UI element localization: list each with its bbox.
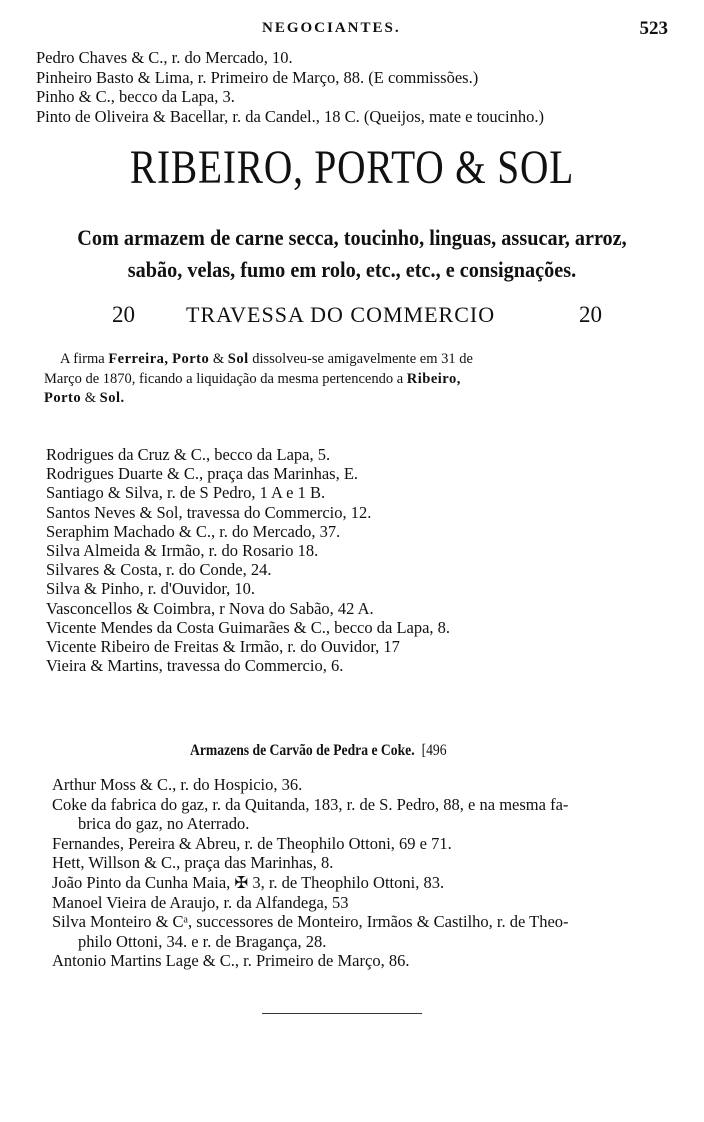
list-item: Silva Almeida & Irmão, r. do Rosario 18.: [46, 541, 319, 561]
dissolution-notice: [44, 350, 670, 409]
merchant-list: [46, 445, 696, 675]
address-number-right: 20: [579, 302, 602, 327]
list-item: Silva & Pinho, r. d'Ouvidor, 10.: [46, 579, 256, 599]
list-item: brica do gaz, no Aterrado.: [78, 814, 250, 834]
advertisement-address: [112, 302, 602, 336]
list-item: Silva Monteiro & Cᵃ, successores de Monteiro, Irmãos & Castilho, r. de Theo-: [52, 912, 569, 932]
list-item: Santos Neves & Sol, travessa do Commercio, 12.: [46, 502, 372, 522]
list-item: Fernandes, Pereira & Abreu, r. de Theophilo Ottoni, 69 e 71.: [52, 833, 452, 853]
list-item: philo Ottoni, 34. e r. de Bragança, 28.: [78, 931, 327, 951]
notice-ampersand: &: [84, 390, 97, 406]
advertisement-description-line: Com armazem de carne secca, toucinho, linguas, assucar, arroz,: [77, 225, 627, 250]
notice-ampersand: &: [212, 351, 225, 367]
list-item: Vieira & Martins, travessa do Commercio, 6.: [46, 656, 344, 676]
notice-text: dissolveu-se amigavelmente em 31 de: [252, 351, 473, 367]
list-item: João Pinto da Cunha Maia, ✠ 3, r. de Theophilo Ottoni, 83.: [52, 872, 445, 892]
list-item: Hett, Willson & C., praça das Marinhas, 8.: [52, 853, 334, 873]
notice-line: [44, 389, 670, 409]
advertisement-description: [51, 222, 652, 286]
list-item: Antonio Martins Lage & C., r. Primeiro de Março, 86.: [52, 951, 410, 971]
section-heading: [190, 742, 447, 760]
notice-firm-name: Sol: [227, 351, 249, 367]
notice-firm-name: Sol.: [99, 390, 125, 406]
coal-merchant-list: [52, 775, 702, 971]
list-item: Pinto de Oliveira & Bacellar, r. da Candel., 18 C. (Queijos, mate e toucinho.): [36, 106, 544, 126]
section-divider: [262, 1013, 422, 1014]
list-item: Rodrigues Duarte & C., praça das Marinhas, E.: [46, 464, 359, 484]
section-heading-text: Armazens de Carvão de Pedra e Coke.: [190, 742, 415, 759]
page-header: [0, 16, 704, 44]
list-item: Vicente Mendes da Costa Guimarães & C., becco da Lapa, 8.: [46, 617, 451, 637]
notice-firm-name: Ribeiro,: [406, 370, 461, 387]
notice-line: [44, 350, 670, 370]
address-number-left: 20: [112, 302, 135, 327]
list-item: Coke da fabrica do gaz, r. da Quitanda, 183, r. de S. Pedro, 88, e na mesma fa-: [52, 794, 569, 814]
list-item: Vicente Ribeiro de Freitas & Irmão, r. do Ouvidor, 17: [46, 637, 400, 657]
list-item: Rodrigues da Cruz & C., becco da Lapa, 5.: [46, 445, 331, 464]
notice-firm-name: Ferreira,: [108, 351, 169, 367]
top-entry-list: [36, 48, 686, 126]
list-item: Santiago & Silva, r. de S Pedro, 1 A e 1 B.: [46, 483, 326, 503]
list-item: Manoel Vieira de Araujo, r. da Alfandega, 53: [52, 892, 349, 912]
list-item: Pinho & C., becco da Lapa, 3.: [36, 87, 235, 107]
notice-text: A firma: [60, 351, 105, 367]
notice-line: [44, 370, 670, 390]
list-item: Pinheiro Basto & Lima, r. Primeiro de Março, 88. (E commissões.): [36, 67, 479, 87]
notice-firm-name: Porto: [172, 351, 210, 367]
list-item: Seraphim Machado & C., r. do Mercado, 37.: [46, 521, 341, 541]
list-item: Pedro Chaves & C., r. do Mercado, 10.: [36, 48, 293, 67]
page-number: 523: [639, 18, 668, 39]
notice-text: Março de 1870, ficando a liquidação da mesma pertencendo a: [44, 370, 404, 387]
address-street: TRAVESSA DO COMMERCIO: [186, 302, 496, 327]
advertisement-firm-name: RIBEIRO, PORTO & SOL: [129, 141, 575, 194]
notice-firm-name: Porto: [44, 390, 82, 406]
list-item: Vasconcellos & Coimbra, r Nova do Sabão, 42 A.: [46, 598, 374, 618]
section-reference: [496: [421, 742, 447, 759]
page-title: NEGOCIANTES.: [262, 20, 401, 36]
advertisement-description-line: sabão, velas, fumo em rolo, etc., etc., e consignações.: [127, 257, 577, 282]
list-item: Arthur Moss & C., r. do Hospicio, 36.: [52, 775, 303, 794]
list-item: Silvares & Costa, r. do Conde, 24.: [46, 560, 272, 580]
